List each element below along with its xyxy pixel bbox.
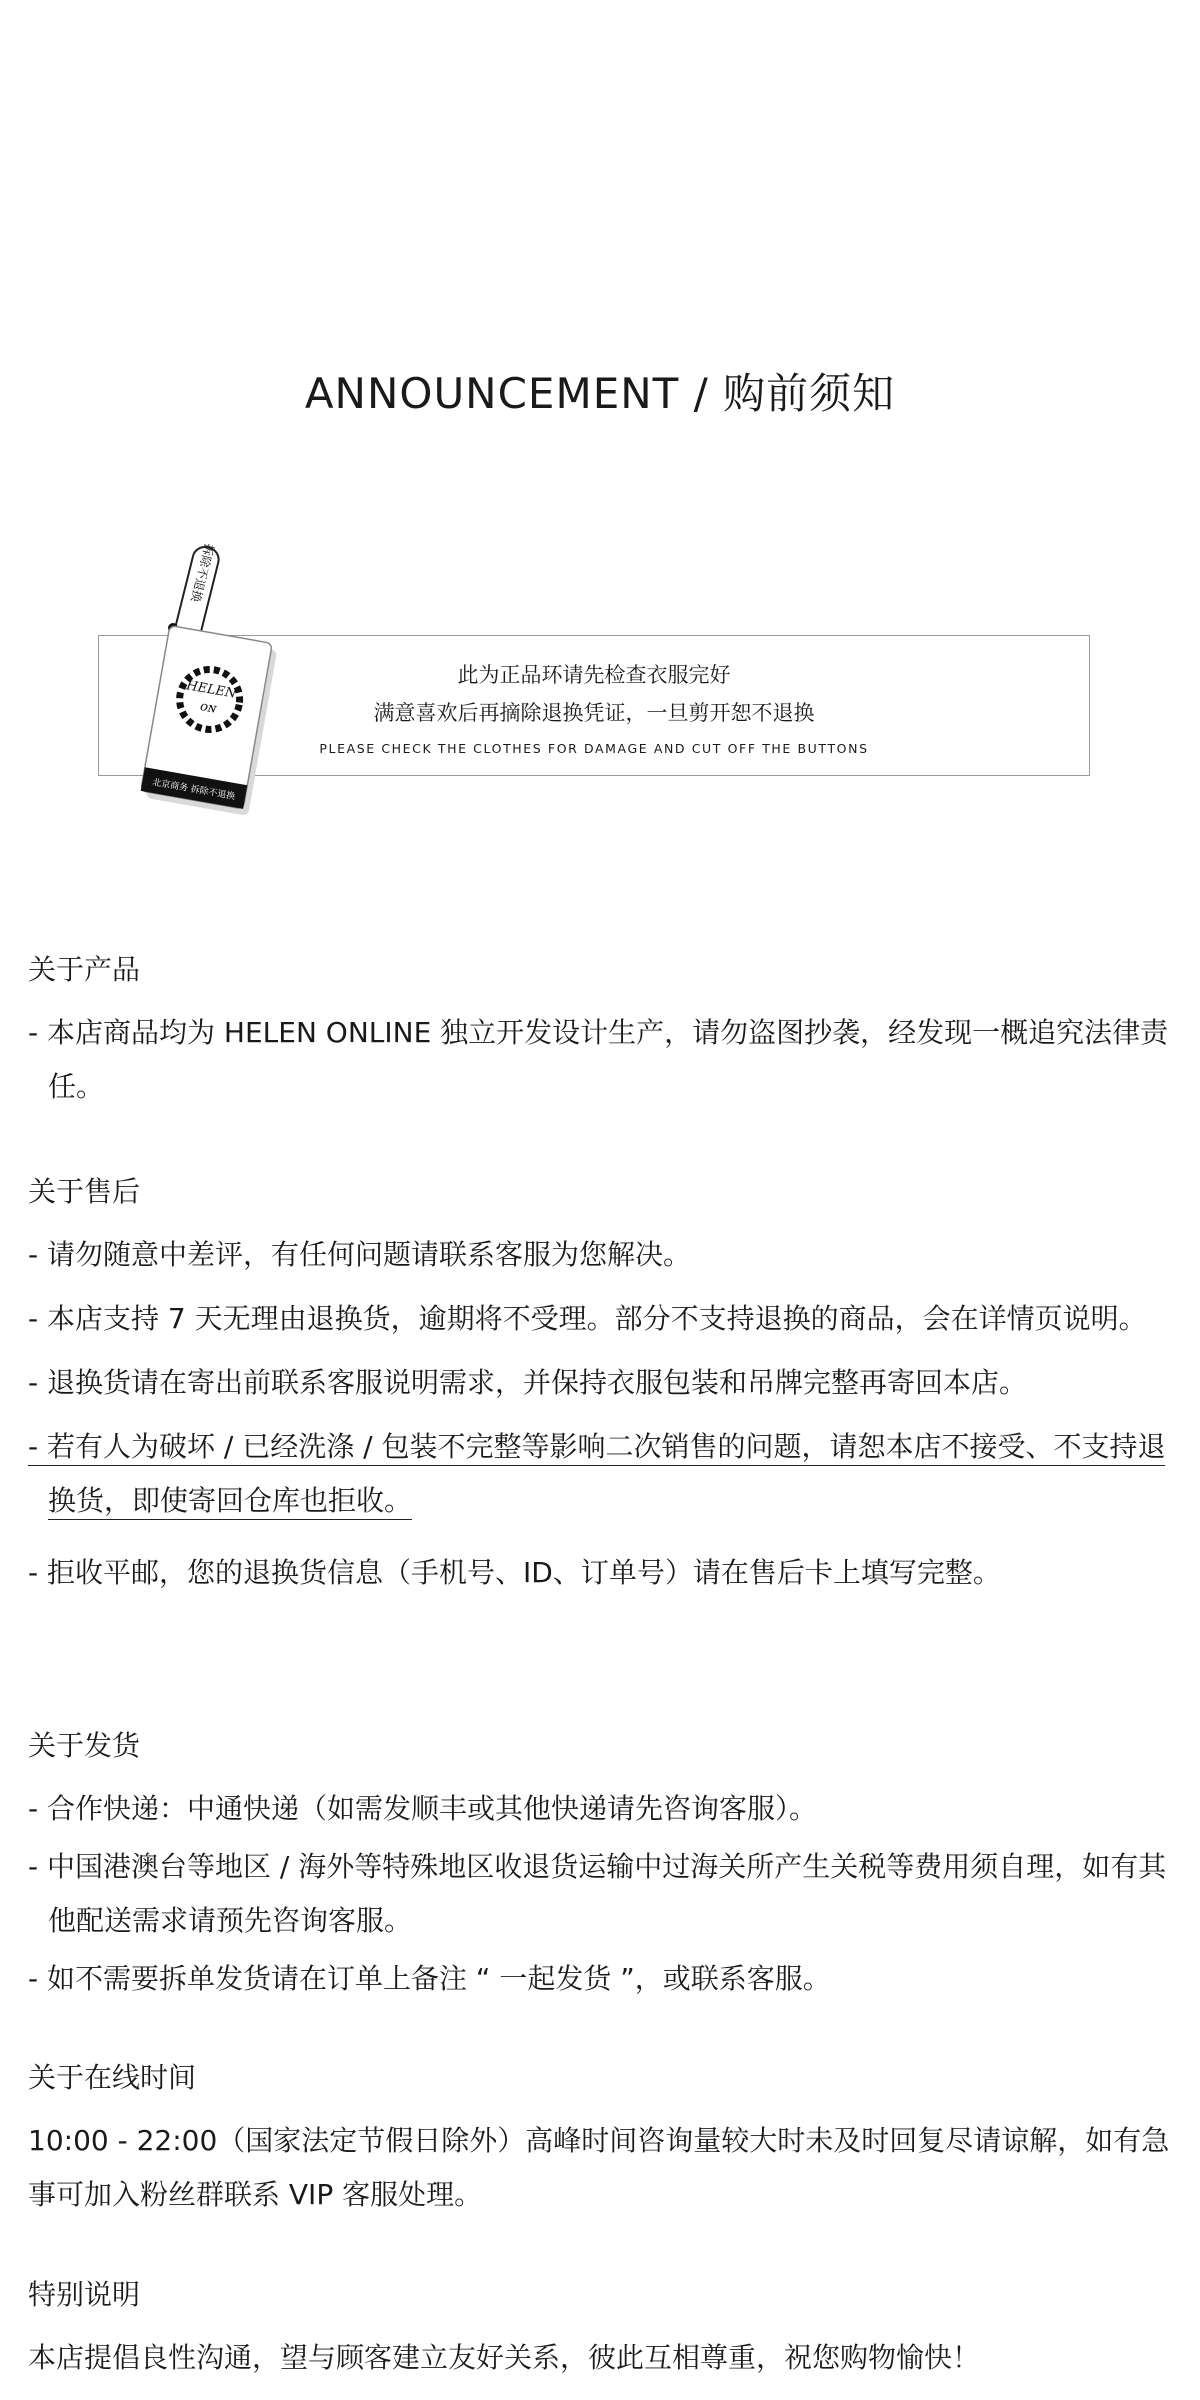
- list-item: - 本店商品均为 HELEN ONLINE 独立开发设计生产，请勿盗图抄袭，经发现一概追究法律责任。: [28, 1016, 1169, 1103]
- section-heading: 关于售后: [28, 1175, 141, 1208]
- section-heading: 特别说明: [28, 2278, 141, 2311]
- special-text: 本店提倡良性沟通，望与顾客建立友好关系，彼此互相尊重，祝您购物愉快！: [28, 2341, 981, 2374]
- notice-line-3: PLEASE CHECK THE CLOTHES FOR DAMAGE AND CUT OFF THE BUTTONS: [319, 741, 869, 756]
- list-item: - 拒收平邮，您的退换货信息（手机号、ID、订单号）请在售后卡上填写完整。: [28, 1556, 1001, 1589]
- tag-bottom-text: 北京商务 拆除不退换: [151, 777, 236, 803]
- notice-line-1: 此为正品环请先检查衣服完好: [457, 663, 731, 687]
- tag-logo-text: HELEN: [185, 678, 238, 702]
- strap-text: 拆除不退换: [188, 542, 217, 604]
- list-item: - 退换货请在寄出前联系客服说明需求，并保持衣服包装和吊牌完整再寄回本店。: [28, 1366, 1028, 1399]
- list-item: - 合作快递：中通快递（如需发顺丰或其他快递请先咨询客服）。: [28, 1792, 818, 1825]
- list-item: - 本店支持 7 天无理由退换货，逾期将不受理。部分不支持退换的商品，会在详情页说明。: [28, 1302, 1147, 1335]
- section-heading: 关于发货: [28, 1729, 141, 1762]
- section-shipping: [28, 1726, 1178, 2006]
- svg-text:ᴏɴ: ᴏɴ: [198, 699, 218, 717]
- list-item-underlined: [28, 1420, 1178, 1528]
- list-item: - 中国港澳台等地区 / 海外等特殊地区收退货运输中过海关所产生关税等费用须自理，如有其他配送需求请预先咨询客服。: [28, 1850, 1167, 1937]
- section-heading: 关于在线时间: [28, 2061, 197, 2094]
- list-item: - 请勿随意中差评，有任何问题请联系客服为您解决。: [28, 1238, 692, 1271]
- underlined-text: - 若有人为破坏 / 已经洗涤 / 包装不完整等影响二次销售的问题，请恕本店不接受、不支持退换货，即使寄回仓库也拒收。: [28, 1430, 1165, 1520]
- section-after-sales: [28, 1172, 1178, 1600]
- online-time-text: 10:00 - 22:00（国家法定节假日除外）高峰时间咨询量较大时未及时回复尽请谅解，如有急事可加入粉丝群联系 VIP 客服处理。: [28, 2124, 1170, 2211]
- notice-line-2: 满意喜欢后再摘除退换凭证，一旦剪开恕不退换: [373, 701, 815, 725]
- list-item: - 如不需要拆单发货请在订单上备注 “ 一起发货 ”，或联系客服。: [28, 1962, 831, 1995]
- section-special: [28, 2275, 1178, 2385]
- section-product: [28, 950, 1178, 1114]
- hang-tag-illustration: [130, 532, 290, 822]
- page-title: ANNOUNCEMENT / 购前须知: [304, 369, 896, 418]
- section-online-time: [28, 2058, 1178, 2222]
- section-heading: 关于产品: [28, 953, 141, 986]
